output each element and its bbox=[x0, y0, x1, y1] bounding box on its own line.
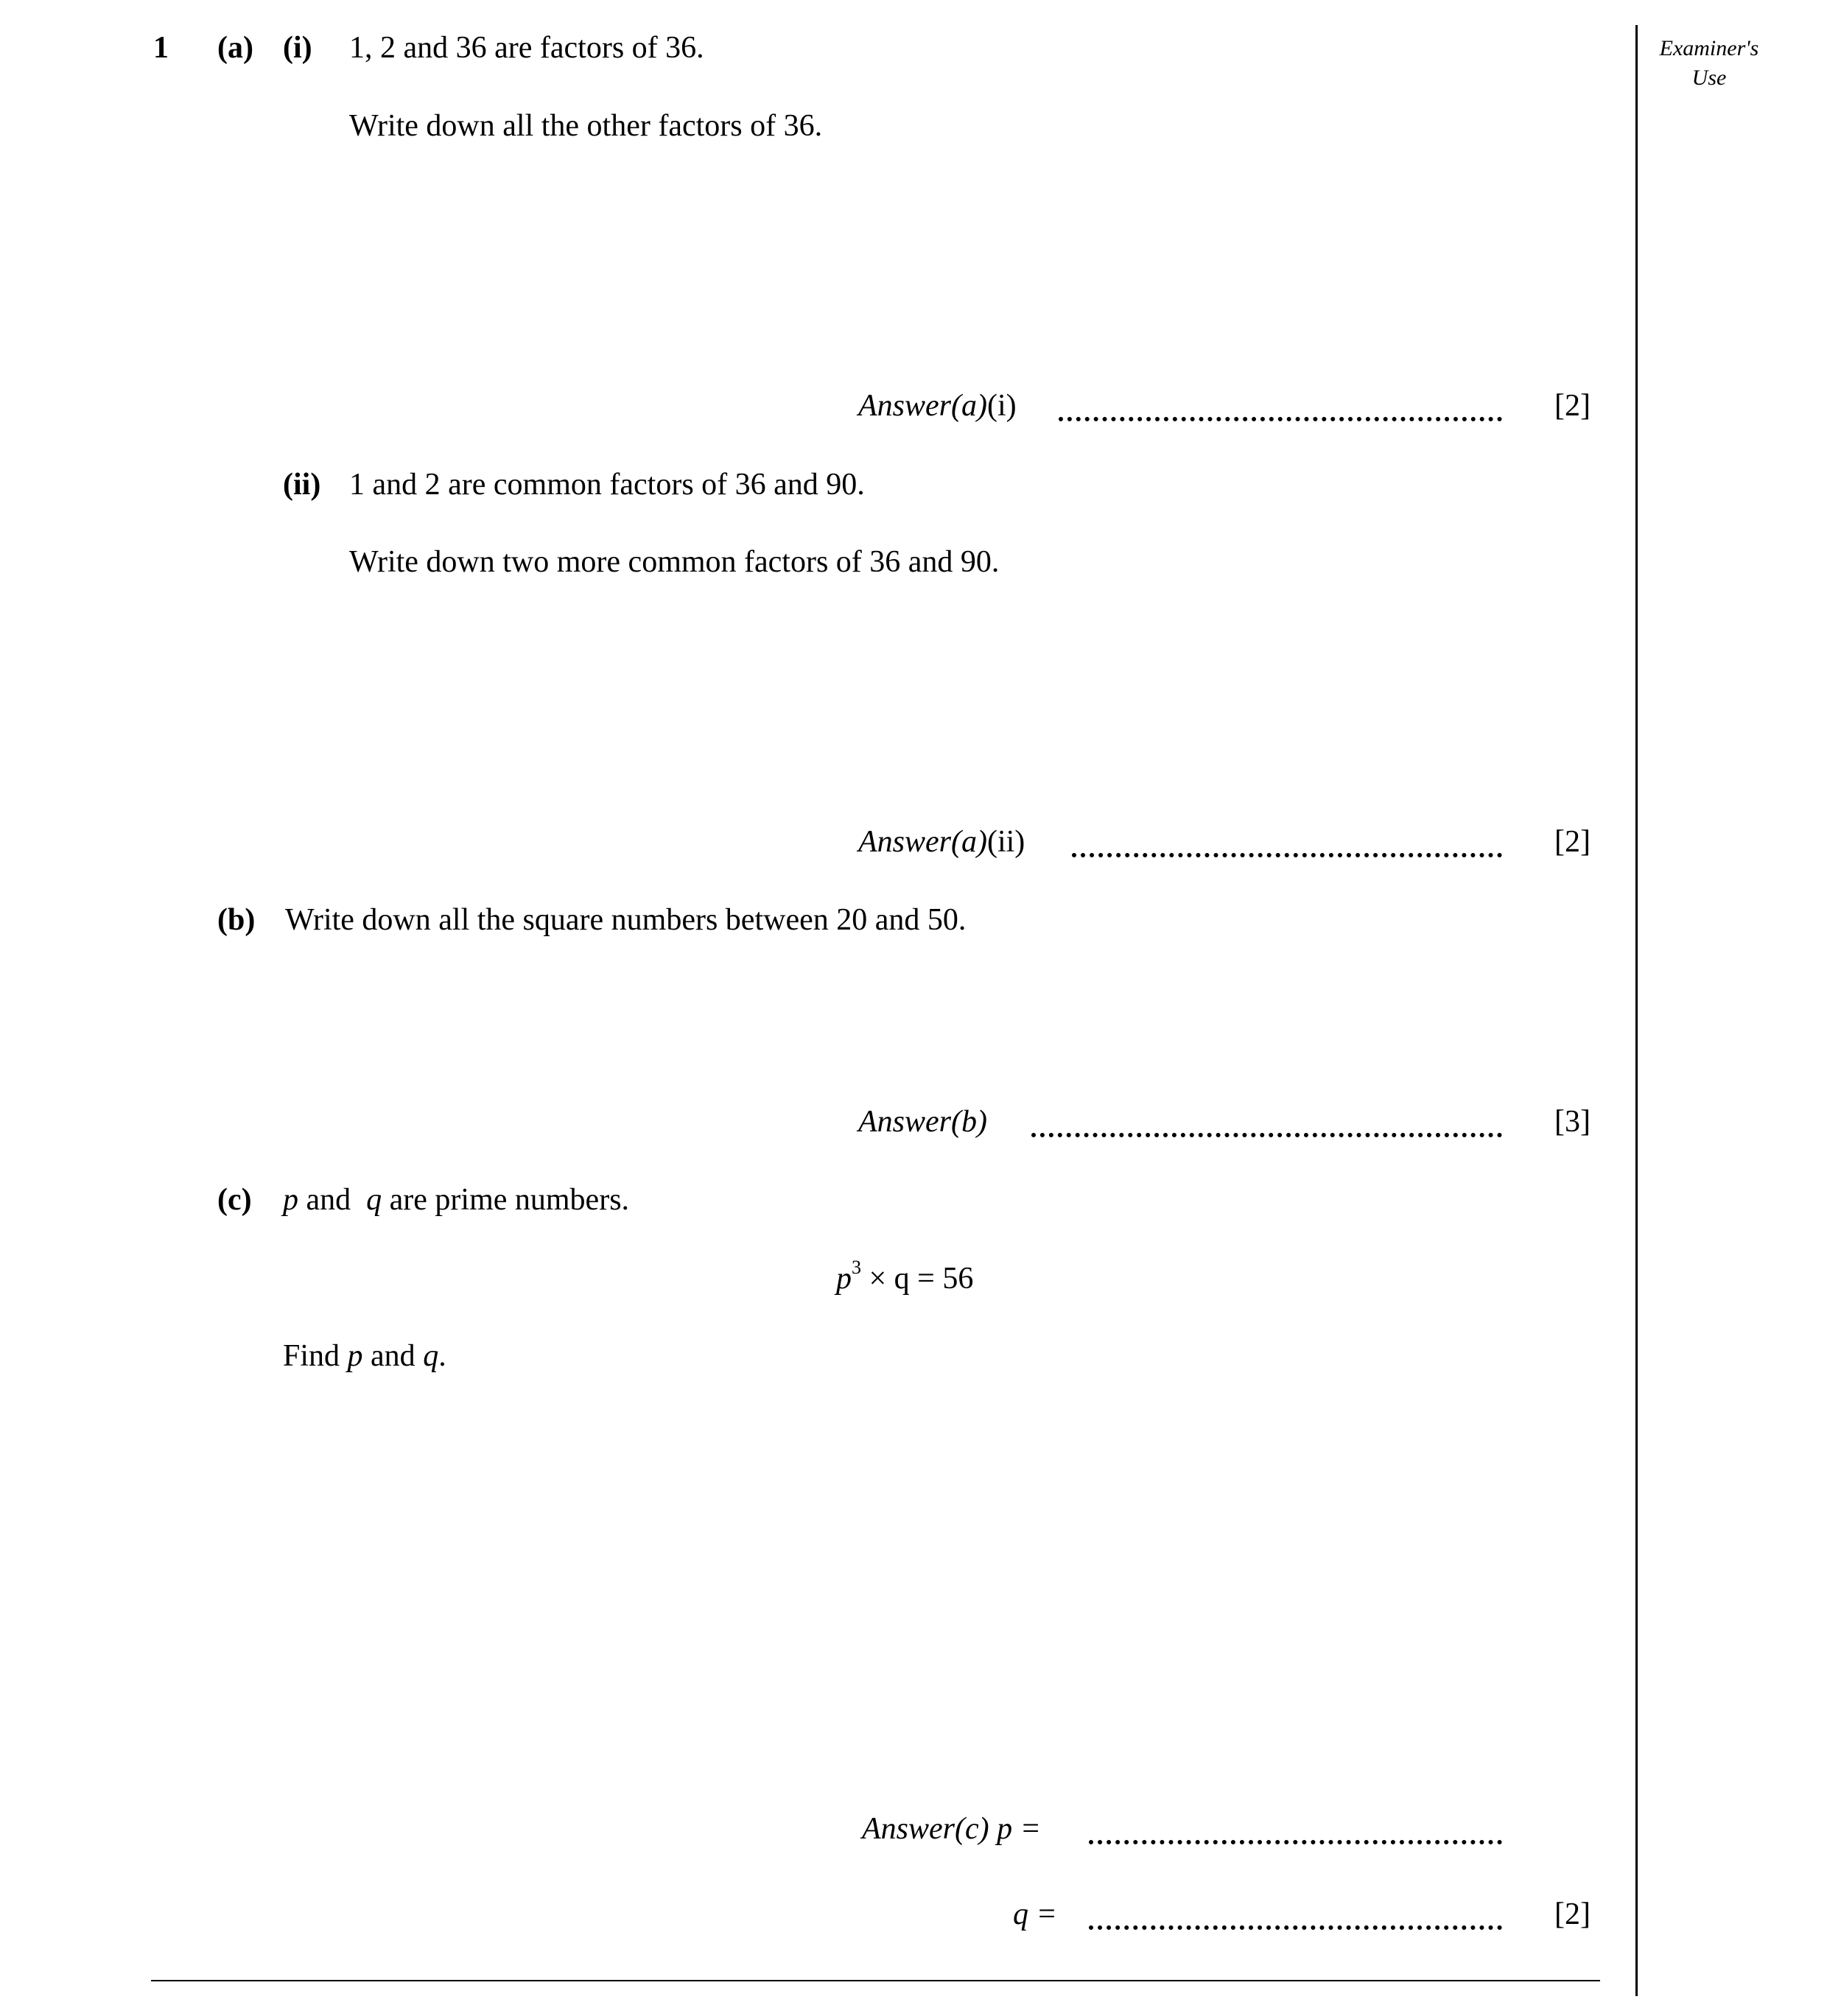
find-word: Find bbox=[283, 1339, 340, 1373]
answer-a-ii-field[interactable] bbox=[1072, 853, 1502, 857]
answer-c-p-label: Answer(c) p = bbox=[862, 1812, 1041, 1846]
examiners-use-line2: Use bbox=[1691, 66, 1727, 90]
answer-a-i-label bbox=[858, 390, 1017, 421]
examiners-use-label bbox=[1650, 34, 1768, 93]
part-c-statement-rest: are prime numbers. bbox=[389, 1183, 630, 1217]
page-bottom-rule bbox=[151, 1980, 1600, 1981]
part-c-find bbox=[283, 1341, 446, 1371]
answer-c-q-field[interactable] bbox=[1089, 1925, 1502, 1930]
subpart-ii-instruction: Write down two more common factors of 36 and 90. bbox=[349, 545, 1000, 579]
question-number: 1 bbox=[153, 31, 169, 65]
find-and: and bbox=[371, 1339, 415, 1373]
marks-b: [3] bbox=[1554, 1105, 1591, 1139]
marks-a-i: [2] bbox=[1554, 389, 1591, 423]
equation-power: 3 bbox=[852, 1257, 861, 1278]
part-a-label: (a) bbox=[217, 31, 253, 65]
equation-base: p bbox=[836, 1262, 852, 1296]
part-b-label: (b) bbox=[217, 903, 256, 937]
part-c-var-q: q bbox=[366, 1183, 382, 1217]
subpart-i-statement: 1, 2 and 36 are factors of 36. bbox=[349, 31, 704, 65]
subpart-ii-statement: 1 and 2 are common factors of 36 and 90. bbox=[349, 468, 865, 502]
part-c-label: (c) bbox=[217, 1183, 252, 1217]
find-end: . bbox=[438, 1339, 446, 1373]
answer-b-field[interactable] bbox=[1031, 1133, 1502, 1137]
find-p: p bbox=[347, 1339, 363, 1373]
examiner-margin-rule bbox=[1635, 25, 1638, 1996]
examiners-use-line1: Examiner's bbox=[1659, 36, 1759, 60]
answer-a-i-label-italic: Answer(a) bbox=[858, 389, 987, 423]
subpart-i-label: (i) bbox=[283, 31, 312, 65]
answer-a-ii-label bbox=[858, 826, 1025, 857]
subpart-i-instruction: Write down all the other factors of 36. bbox=[349, 109, 823, 143]
part-b-instruction: Write down all the square numbers between 20 and 50. bbox=[285, 903, 967, 937]
answer-a-i-label-suffix: (i) bbox=[986, 389, 1017, 423]
answer-a-ii-label-italic: Answer(a) bbox=[858, 825, 987, 859]
answer-c-p-field[interactable] bbox=[1089, 1840, 1502, 1844]
part-c-statement bbox=[283, 1184, 629, 1215]
marks-c: [2] bbox=[1554, 1897, 1591, 1931]
equation-rest: × q = 56 bbox=[861, 1262, 974, 1296]
marks-a-ii: [2] bbox=[1554, 825, 1591, 859]
answer-b-label: Answer(b) bbox=[858, 1105, 987, 1139]
find-q: q bbox=[423, 1339, 439, 1373]
answer-c-q-label: q = bbox=[1013, 1897, 1057, 1931]
part-c-and: and bbox=[306, 1183, 351, 1217]
part-c-equation bbox=[836, 1257, 974, 1296]
part-c-var-p: p bbox=[283, 1183, 298, 1217]
answer-a-i-field[interactable] bbox=[1059, 417, 1502, 421]
subpart-ii-label: (ii) bbox=[283, 468, 321, 502]
answer-a-ii-label-suffix: (ii) bbox=[986, 825, 1025, 859]
